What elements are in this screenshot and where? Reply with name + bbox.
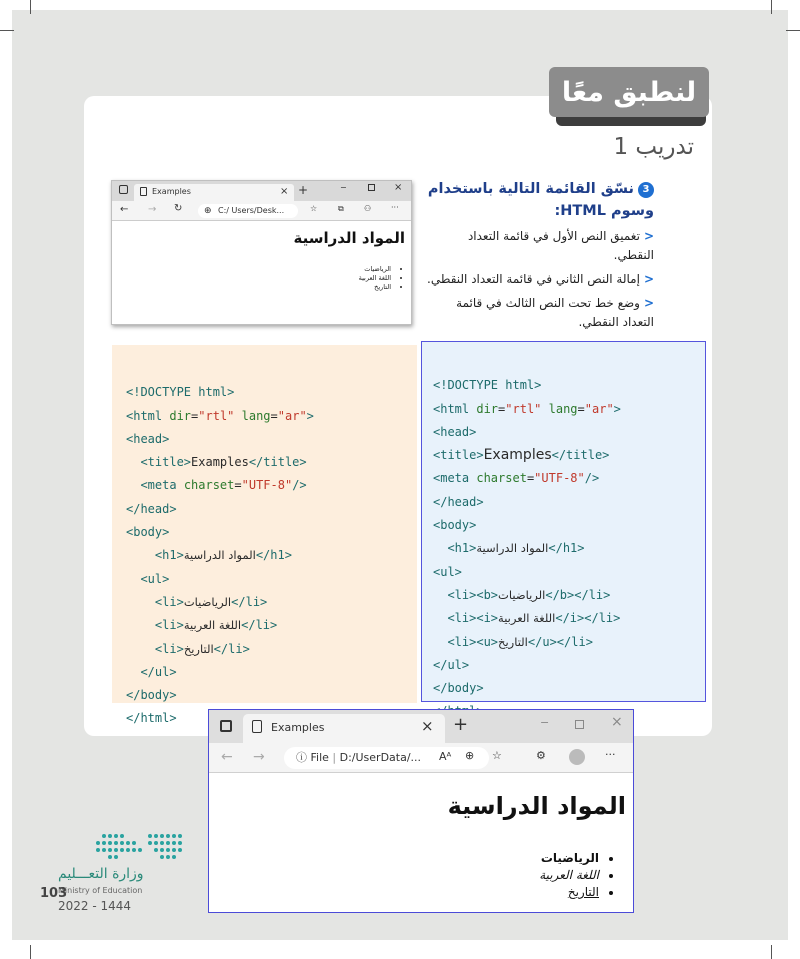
- task-instructions: [424, 178, 654, 337]
- list-item: • التاريخ: [359, 283, 391, 292]
- arrow-icon: <: [643, 272, 654, 286]
- url-text: D:/UserData/...: [339, 751, 422, 764]
- zoom-icon[interactable]: ⊕: [465, 749, 475, 762]
- code-line: <h1>المواد الدراسية</h1>: [154, 548, 292, 563]
- result-browser-window: [208, 709, 634, 913]
- code-line: <li>اللغة العربية</li>: [154, 618, 278, 633]
- forward-icon[interactable]: →: [253, 749, 265, 765]
- code-line: <head>: [433, 424, 477, 439]
- task-item: <وضع خط تحت النص الثالث في قائمة التعداد النقطي.: [456, 296, 654, 329]
- list-item: • اللغة العربية: [359, 274, 391, 283]
- task-title: [424, 178, 654, 222]
- mini-url-field[interactable]: [198, 204, 298, 218]
- code-line: </ul>: [140, 664, 177, 679]
- code-line: </head>: [433, 494, 484, 509]
- tab-title: Examples: [271, 721, 325, 734]
- ministry-logo: [52, 826, 202, 926]
- code-line: <html dir="rtl" lang="ar">: [126, 408, 314, 423]
- mini-address-bar: [112, 201, 411, 221]
- address-bar: [209, 743, 633, 773]
- code-line: </body>: [433, 681, 484, 696]
- task-item: <إمالة النص الثاني في قائمة التعداد النقطي.: [427, 272, 654, 286]
- year-label: 2022 - 1444: [58, 899, 132, 913]
- list-item: • الرياضيات: [359, 265, 391, 274]
- minimize-icon[interactable]: −: [540, 716, 550, 729]
- code-line: <body>: [433, 518, 477, 533]
- list-item-bold: • الرياضيات: [539, 850, 599, 867]
- drill-title: تدريب 1: [613, 134, 694, 160]
- code-line: <html dir="rtl" lang="ar">: [433, 401, 621, 416]
- refresh-icon[interactable]: ↻: [174, 203, 183, 214]
- page-heading: المواد الدراسية: [447, 792, 626, 820]
- code-line: <li>التاريخ</li>: [154, 641, 250, 656]
- close-tab-icon[interactable]: ×: [421, 717, 434, 735]
- task-number-badge: 3: [638, 182, 654, 198]
- crop-mark: [30, 0, 31, 14]
- close-window-icon[interactable]: ×: [394, 182, 403, 193]
- code-panel-formatted: [421, 341, 706, 702]
- profile-icon[interactable]: ⚇: [364, 204, 372, 213]
- minimize-icon[interactable]: −: [340, 183, 347, 192]
- task-item: <تغميق النص الأول في قائمة التعداد النقطي.: [467, 229, 654, 262]
- code-line: <ul>: [140, 571, 170, 586]
- tab-actions-icon[interactable]: [119, 185, 128, 194]
- page-number: 103: [40, 886, 68, 901]
- close-window-icon[interactable]: ×: [611, 714, 623, 730]
- code-line: <ul>: [433, 564, 462, 579]
- new-tab-icon[interactable]: +: [453, 714, 469, 735]
- ministry-name-ar: وزارة التعـــليم: [58, 866, 144, 882]
- task-list: [424, 227, 654, 332]
- ministry-name-en: Ministry of Education: [58, 886, 143, 895]
- list-item-underline: • التاريخ: [539, 884, 599, 901]
- mini-tab-bar: [112, 181, 411, 201]
- code-line: <li><b>الرياضيات</b></li>: [447, 587, 611, 602]
- crop-mark: [30, 945, 31, 959]
- globe-icon: ⊕: [204, 206, 212, 216]
- back-icon[interactable]: ←: [120, 204, 129, 215]
- section-banner: لنطبق معًا: [549, 67, 709, 117]
- avatar[interactable]: [569, 749, 585, 765]
- file-label: File: [310, 751, 329, 764]
- crop-mark: [771, 945, 772, 959]
- list-item-italic: • اللغة العربية: [539, 867, 599, 884]
- code-line: <title>Examples</title>: [433, 447, 610, 464]
- code-line: <head>: [126, 431, 170, 446]
- code-line: <!DOCTYPE html>: [433, 378, 542, 393]
- code-line: <!DOCTYPE html>: [126, 385, 235, 400]
- more-icon[interactable]: ···: [391, 203, 399, 212]
- mini-url-text: C:/ Users/Desk...: [218, 206, 285, 215]
- page-icon: [140, 187, 147, 196]
- forward-icon[interactable]: →: [148, 204, 157, 215]
- arrow-icon: <: [643, 229, 654, 243]
- arrow-icon: <: [643, 296, 654, 310]
- favorites-icon[interactable]: ☆: [492, 749, 502, 762]
- info-icon: ⓘ: [296, 751, 307, 764]
- code-line: <title>Examples</title>: [140, 455, 307, 470]
- code-line: </body>: [126, 688, 177, 703]
- code-line: <li><u>التاريخ</u></li>: [447, 634, 593, 649]
- ministry-logo-icon: [52, 826, 192, 864]
- task-title-text: نسّق القائمة التالية باستخدام وسوم HTML:: [427, 181, 654, 219]
- mini-browser-window: [111, 180, 412, 325]
- read-aloud-icon[interactable]: Aᴬ: [439, 750, 452, 763]
- tab-actions-icon[interactable]: [220, 720, 232, 732]
- page-list: [539, 850, 617, 901]
- favorites-icon[interactable]: ☆: [310, 204, 318, 213]
- mini-tab[interactable]: [134, 184, 294, 201]
- code-line: </ul>: [433, 657, 470, 672]
- back-icon[interactable]: ←: [221, 749, 233, 765]
- code-line: </head>: [126, 501, 177, 516]
- collections-icon[interactable]: ⧉: [338, 204, 344, 213]
- page-icon: [252, 720, 262, 733]
- code-line: <meta charset="UTF-8"/>: [433, 471, 600, 486]
- mini-page-heading: المواد الدراسية: [293, 229, 405, 247]
- code-line: </html>: [126, 711, 177, 726]
- mini-page-list: [359, 265, 391, 292]
- url-field[interactable]: ⓘ File | D:/UserData/...: [284, 747, 489, 769]
- maximize-icon[interactable]: [575, 720, 584, 729]
- new-tab-icon[interactable]: +: [298, 183, 309, 197]
- mini-tab-title: Examples: [152, 187, 191, 196]
- code-line: <li>الرياضيات</li>: [154, 594, 268, 609]
- crop-mark: [771, 0, 772, 14]
- more-icon[interactable]: ···: [605, 748, 616, 761]
- code-line: <meta charset="UTF-8"/>: [140, 478, 307, 493]
- crop-mark: [786, 30, 800, 31]
- code-line: <body>: [126, 525, 170, 540]
- code-panel-original: [112, 345, 417, 726]
- code-line: <h1>المواد الدراسية</h1>: [447, 541, 585, 556]
- tab-bar: [209, 710, 633, 743]
- close-tab-icon[interactable]: ×: [280, 186, 289, 197]
- extensions-icon[interactable]: ⚙: [536, 749, 546, 762]
- maximize-icon[interactable]: [368, 184, 375, 191]
- browser-tab[interactable]: [243, 714, 445, 743]
- crop-mark: [0, 30, 14, 31]
- code-line: <li><i>اللغة العربية</i></li>: [447, 611, 621, 626]
